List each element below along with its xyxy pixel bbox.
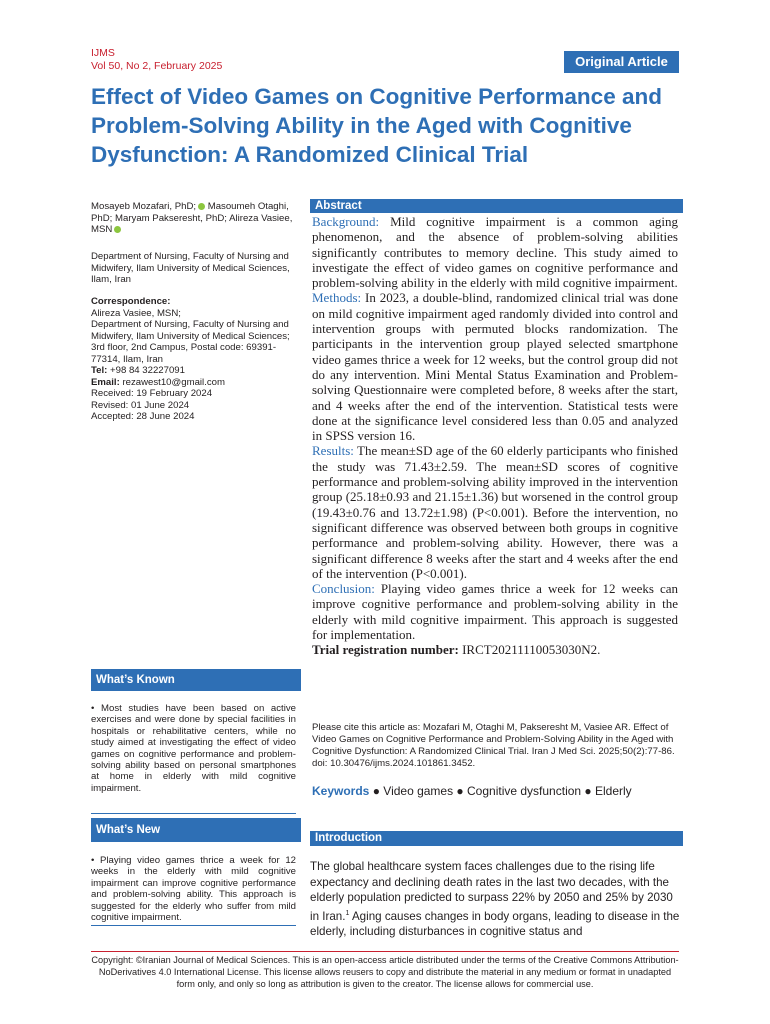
orcid-icon[interactable]: [198, 203, 205, 210]
whats-new-text: • Playing video games thrice a week for 12 weeks in the elderly with mild cognitive impairment can improve cognitive performance and problem-solving ability. This approach is suggested for the elderly who suffer from mild cognitive impairment.: [91, 855, 296, 924]
keywords: [312, 784, 678, 799]
authors: [91, 201, 296, 236]
abstract-body: [312, 214, 678, 658]
introduction-body: [310, 859, 680, 939]
correspondence-address: Department of Nursing, Faculty of Nursing and Midwifery, Ilam University of Medical Sciences; 3rd floor, 2nd Campus, Postal code: 69391-77314, Ilam, Iran: [91, 319, 290, 365]
methods-text: In 2023, a double-blind, randomized clinical trial was done on mild cognitive impairment aged randomly divided into control and intervention groups with permuted blocks randomization. The participants in the intervention group played selected smartphone video games thrice a week for 12 weeks, but the control group did not do any intervention. Mini Mental Status Examination and Problem-solving Questionnaire were completed before, 8 weeks after the start, and 4 weeks after the end of the intervention. Statistical tests were done at the significance level considered less than 0.05 and analyzed in SPSS version 16.: [312, 290, 678, 444]
abstract-heading: Abstract: [310, 199, 683, 213]
trial-number: IRCT20211110053030N2.: [458, 642, 601, 658]
abstract-methods: [312, 290, 678, 443]
accepted-date: Accepted: 28 June 2024: [91, 411, 195, 422]
correspondence-name: Alireza Vasiee, MSN;: [91, 307, 181, 319]
abstract-background: [312, 214, 678, 290]
abstract-conclusion: [312, 581, 678, 642]
background-label: Background:: [312, 214, 380, 229]
whats-known-box: [91, 703, 296, 814]
footer-divider: [91, 951, 679, 952]
trial-label: Trial registration number:: [312, 642, 459, 658]
copyright-footer: Copyright: ©Iranian Journal of Medical Sciences. This is an open-access article distributed under the terms of the Creative Commons Attribution-NoDerivatives 4.0 International License. This license allows reusers to copy and distribute the material in any medium or format in unadapted form only, and only so long as attribution is given to the creator. The license allows for commercial use.: [91, 955, 679, 989]
journal-info: [91, 47, 222, 73]
correspondence-tel: [91, 365, 296, 377]
article-title: Effect of Video Games on Cognitive Performance and Problem-Solving Ability in the Aged with Cognitive Dysfunction: A Randomized Clinical Trial: [91, 84, 662, 167]
introduction-text: The global healthcare system faces challenges due to the rising life expectancy and declining death rates in the last two decades, with the elderly population predicted to surpass 22% by 2050 and 25% by 2030 in Iran.: [310, 860, 673, 923]
introduction-text-cont: Aging causes changes in body organs, leading to disease in the elderly, including disturbances in cognitive status and: [310, 909, 680, 938]
abstract-results: [312, 443, 678, 581]
results-text: The mean±SD age of the 60 elderly participants who finished the study was 71.43±2.59. The mean±SD scores of cognitive performance and problem-solving ability improved in the intervention group (25.18±0.93 and 21.15±1.36) but worsened in the control group (19.43±0.76 and 13.72±1.98) (P<0.001). Before the intervention, no significant difference was observed between both groups in cognitive performance and problem-solving ability. However, there was a significant difference 8 weeks after the start and 4 weeks after the end of the intervention (P<0.001).: [312, 443, 678, 581]
conclusion-label: Conclusion:: [312, 581, 375, 597]
orcid-icon[interactable]: [114, 226, 121, 233]
affiliation: Department of Nursing, Faculty of Nursing and Midwifery, Ilam University of Medical Sciences, Ilam, Iran: [91, 251, 290, 285]
journal-name: IJMS: [91, 47, 115, 59]
journal-issue: Vol 50, No 2, February 2025: [91, 60, 223, 72]
whats-new-box: [91, 855, 296, 926]
background-text: Mild cognitive impairment is a common aging phenomenon, and the absence of problem-solving abilities significantly contributes to memory decline. This study aimed to investigate the effect of video games on cognitive performance and problem-solving ability in the elderly with mild cognitive impairment.: [312, 214, 678, 291]
tel-label: Tel:: [91, 365, 108, 376]
revised-date: Revised: 01 June 2024: [91, 399, 190, 411]
whats-known-text: • Most studies have been based on active exercises and were done by special facilities in hospitals or rehabilitative centers, while no study aimed at investigating the effect of video games on cognitive performance and problem-solving ability based on personal smartphones at home in elderly with mild cognitive impairment.: [91, 703, 296, 794]
keywords-label: Keywords: [312, 784, 370, 798]
results-label: Results:: [312, 443, 354, 459]
whats-known-heading: What’s Known: [91, 669, 301, 691]
correspondence-email: [91, 377, 296, 389]
correspondence-block: [91, 296, 296, 423]
author-line-1: Mosayeb Mozafari, PhD;: [91, 201, 197, 212]
email-link[interactable]: rezawest10@gmail.com: [119, 376, 225, 388]
reference-1[interactable]: 1: [345, 909, 350, 917]
citation: Please cite this article as: Mozafari M, Otaghi M, Pakseresht M, Vasiee AR. Effect of Video Games on Cognitive Performance and Problem-Solving Ability in the Aged with Cognitive Dysfunction: A Randomized Clinical Trial. Iran J Med Sci. 2025;50(2):77-86. doi: 10.30476/ijms.2024.101861.3452.: [312, 722, 675, 769]
whats-new-heading: What’s New: [91, 818, 301, 842]
received-date: Received: 19 February 2024: [91, 388, 213, 399]
author-line-2: Masoumeh Otaghi, PhD; Maryam Pakseresht, PhD; Alireza Vasiee, MSN: [91, 201, 293, 235]
article-type-badge: Original Article: [564, 51, 679, 73]
introduction-heading: Introduction: [310, 831, 683, 846]
tel-value: +98 84 32227091: [107, 365, 185, 376]
keywords-list: ● Video games ● Cognitive dysfunction ● Elderly: [369, 784, 632, 798]
methods-label: Methods:: [312, 290, 362, 306]
correspondence-label: Correspondence:: [91, 296, 171, 307]
email-label: Email:: [91, 376, 120, 388]
abstract-trial: [312, 642, 678, 657]
conclusion-text: Playing video games thrice a week for 12 weeks can improve cognitive performance and problem-solving ability in the elderly with mild cognitive impairment. This approach is suggested for implementation.: [312, 581, 678, 643]
